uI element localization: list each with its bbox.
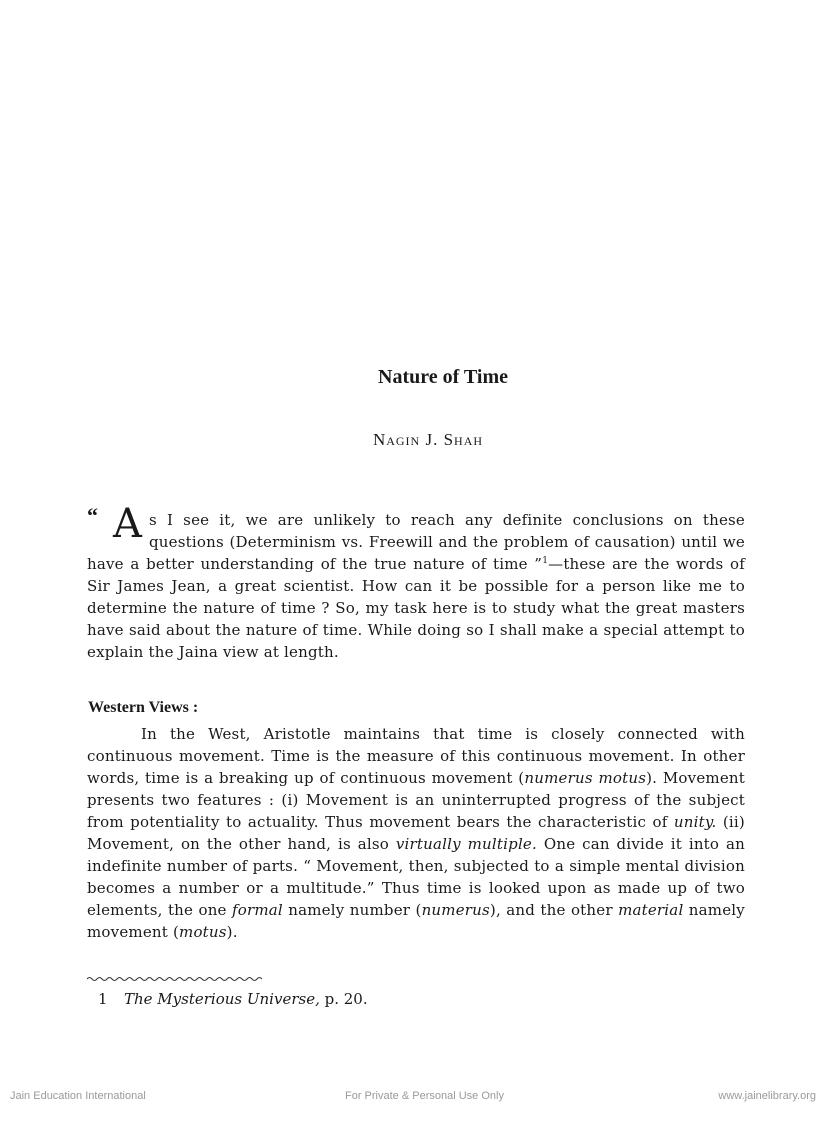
western-italic-5: numerus xyxy=(421,901,490,919)
dropcap-letter: A xyxy=(113,501,143,547)
footer-usage-notice: For Private & Personal Use Only xyxy=(345,1090,504,1102)
footnote-number: 1 xyxy=(98,990,108,1008)
western-text-8: ). xyxy=(226,923,238,941)
western-italic-2: unity. xyxy=(673,813,717,831)
western-italic-1: numerus motus xyxy=(524,769,647,787)
western-views-paragraph xyxy=(87,723,745,943)
western-text-7: namely movement ( xyxy=(87,901,745,941)
opening-quote-mark: “ xyxy=(87,503,99,528)
intro-text-part2: —these are the words of Sir James Jean, a great scientist. How can it be possible for a person like me to determine the nature of time ? So, my task here is to study what the great masters have said about the nature of time. While doing so I shall make a special attempt to explain the Jaina view at length. xyxy=(87,555,745,661)
footnote-page: p. 20. xyxy=(319,990,368,1008)
author-name: Nagin J. Shah xyxy=(372,430,484,449)
western-text-2: ). Movement presents two features : (i) Movement is an uninterrupted progress of the subject from potentiality to actuality. Thus movement bears the characteristic of xyxy=(87,769,745,831)
footnote xyxy=(98,990,368,1008)
western-text-5: namely number ( xyxy=(282,901,422,919)
western-text-3: (ii) Movement, on the other hand, is also xyxy=(87,813,745,853)
footer-publisher: Jain Education International xyxy=(10,1090,146,1102)
footer-website: www.jainelibrary.org xyxy=(718,1090,816,1102)
western-italic-3: virtually multiple. xyxy=(395,835,537,853)
intro-paragraph xyxy=(87,501,745,663)
western-text-1: In the West, Aristotle maintains that time is closely connected with continuous movement. Time is the measure of this continuous movement. In other words, time is a breaking up of continuous movement ( xyxy=(87,725,745,787)
footnote-wavy-rule xyxy=(87,976,262,982)
western-text-4: One can divide it into an indefinite number of parts. “ Movement, then, subjected to a simple mental division becomes a number or a multitude.” Thus time is looked upon as made up of two elements, the one xyxy=(87,835,745,919)
western-text-6: ), and the other xyxy=(489,901,619,919)
article-title: Nature of Time xyxy=(378,366,508,388)
section-heading: Western Views : xyxy=(88,699,199,716)
footnote-book-title: The Mysterious Universe, xyxy=(124,990,320,1008)
western-italic-7: motus xyxy=(179,923,227,941)
western-italic-4: formal xyxy=(231,901,283,919)
dropcap-block xyxy=(87,501,147,549)
intro-text-part1: s I see it, we are unlikely to reach any definite conclusions on these questions (Determinism vs. Freewill and the problem of causation) until we have a better understanding of the true nature of time ” xyxy=(87,511,745,573)
footnote-reference: 1 xyxy=(542,556,549,566)
western-italic-6: material xyxy=(618,901,684,919)
